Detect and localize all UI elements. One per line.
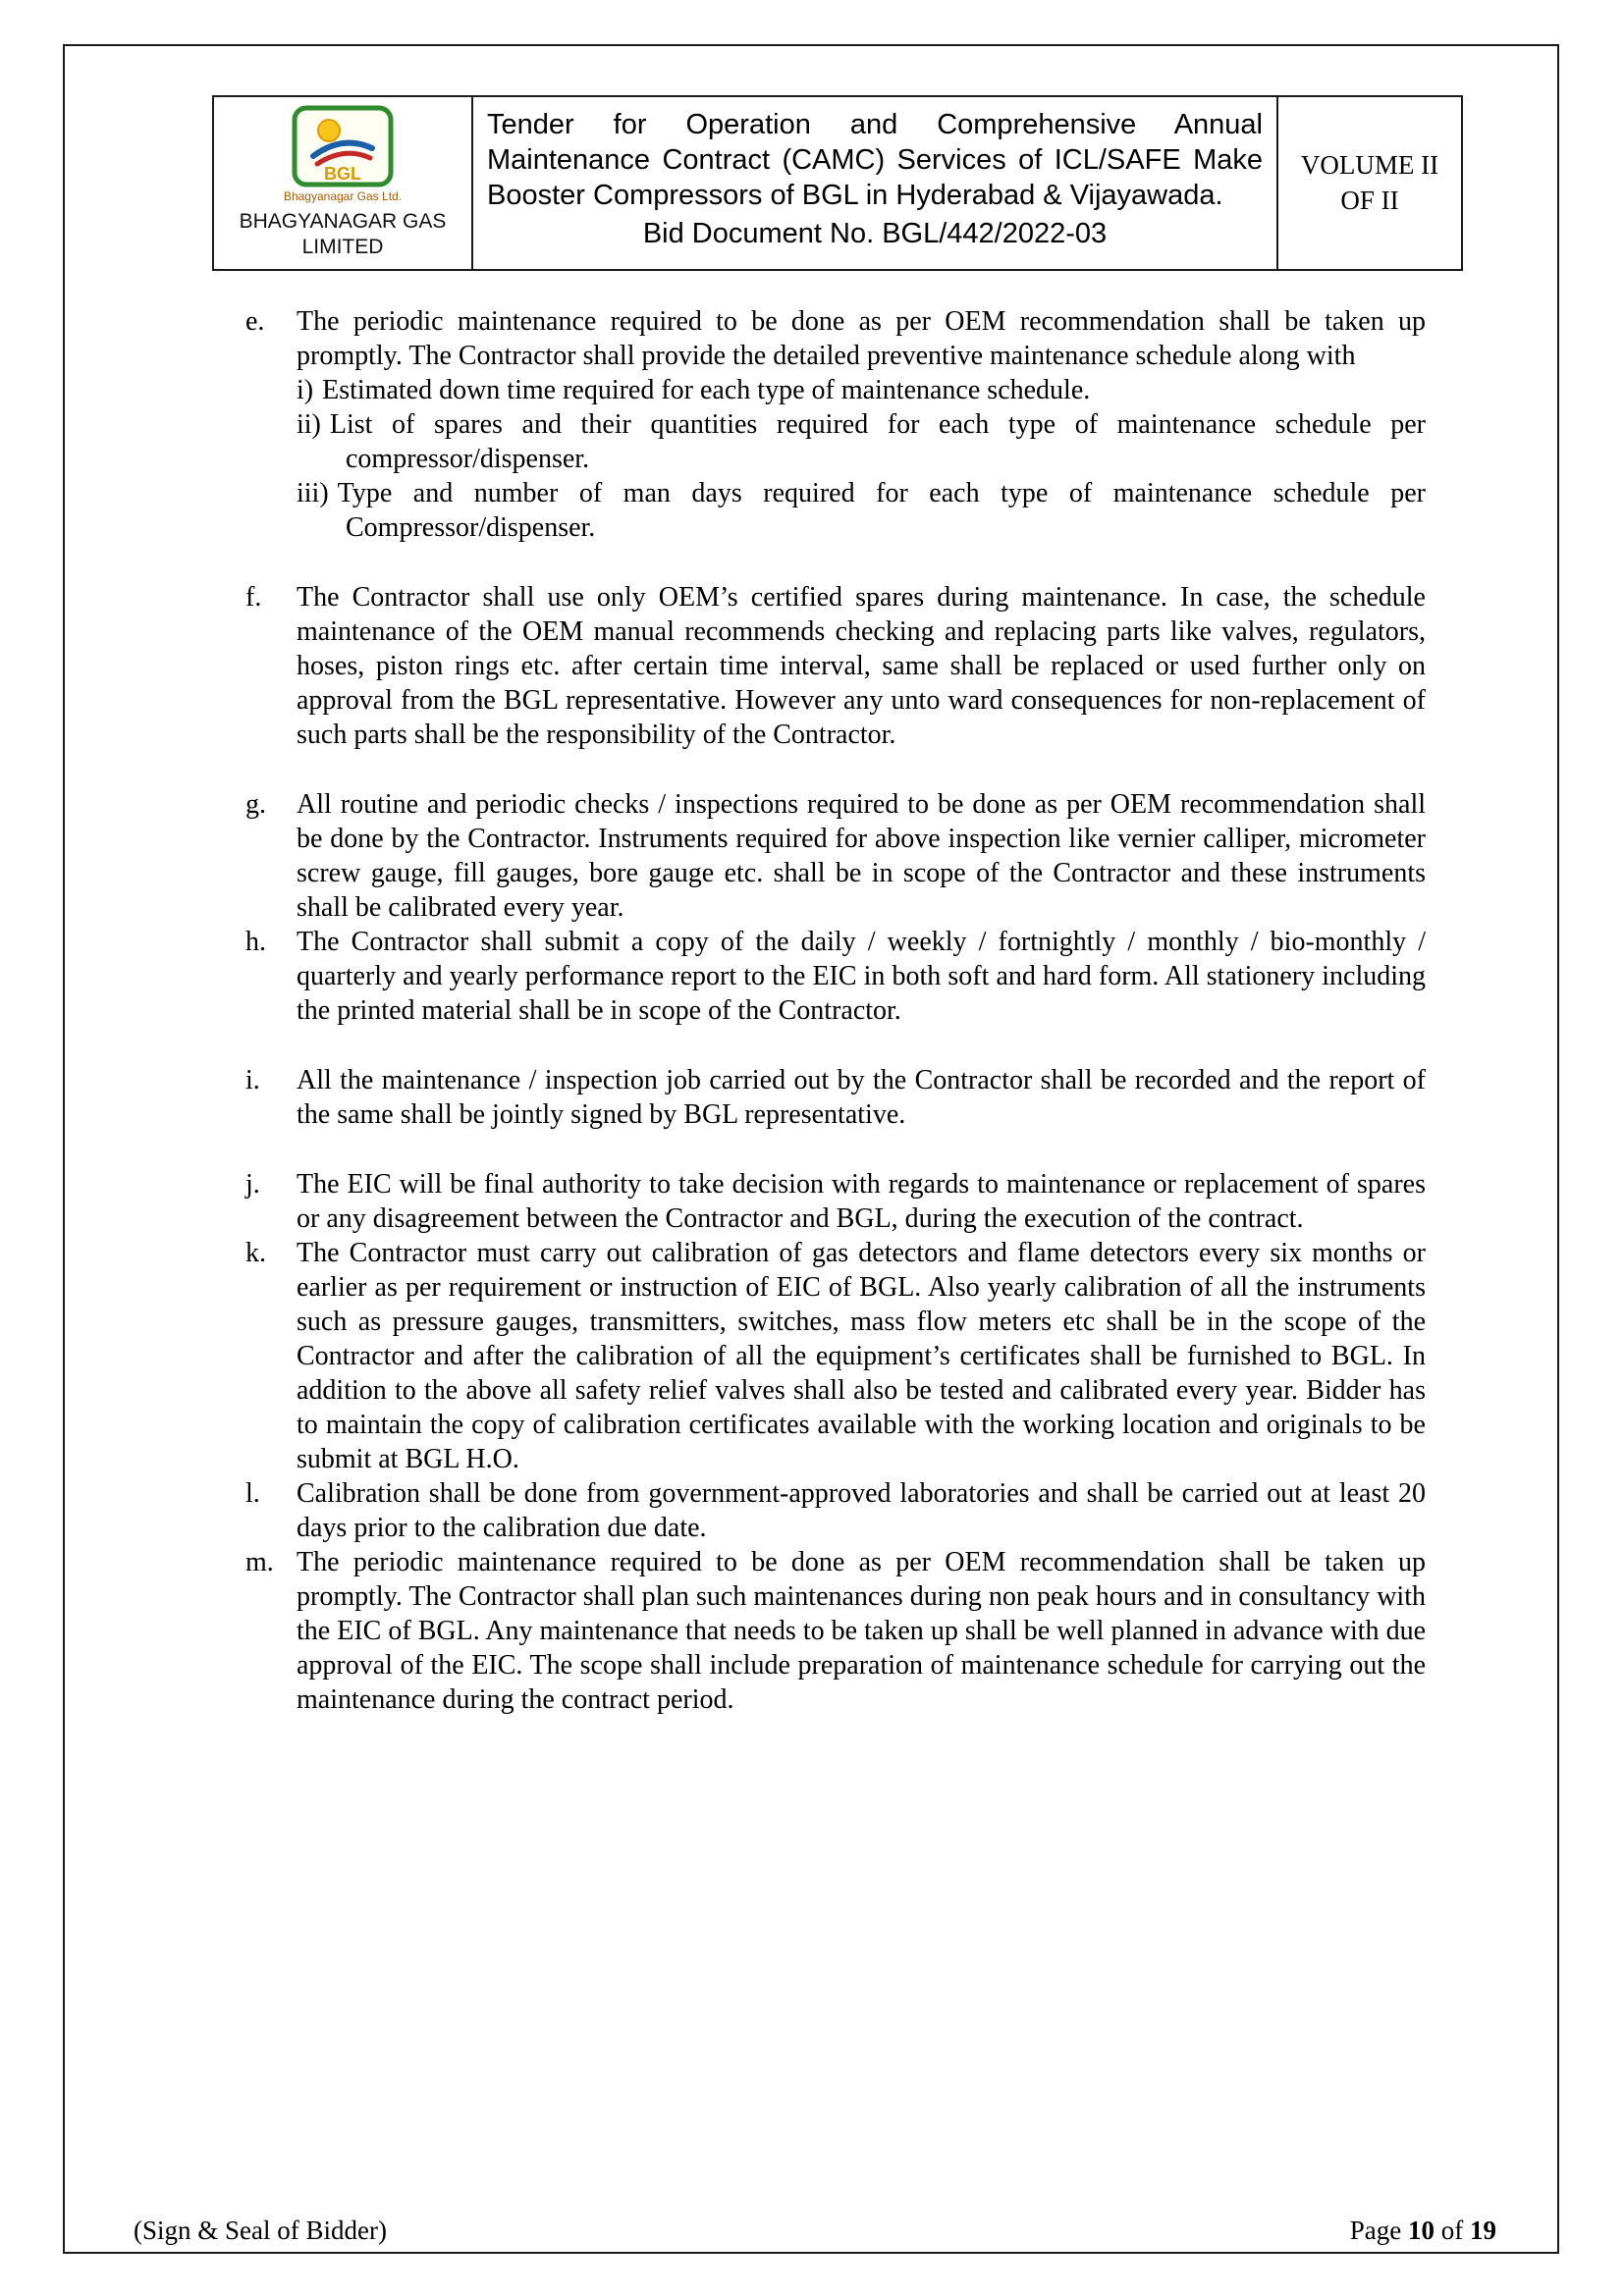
sub-list-item-label: ii): [297, 408, 321, 440]
list-item-text: The Contractor must carry out calibration of gas detectors and flame detectors every six months or earlier as per requirement or instruction of EIC of BGL. Also yearly calibration of all the instruments such as pressure gauges, transmitters, switches, mass flow meters etc shall be in the scope of the Contractor and after the calibration of all the equipment’s certificates shall be furnished to BGL. In addition to the above all safety relief valves shall also be tested and calibrated every year. Bidder has to maintain the copy of calibration certificates available with the working location and originals to be submit at BGL H.O.: [297, 1237, 1426, 1474]
title-cell: [471, 97, 1276, 269]
sub-list-item-label: i): [297, 374, 314, 405]
list-item-j: [245, 1167, 1426, 1236]
list-item-label: i.: [245, 1064, 260, 1095]
list-item-e: [245, 304, 1426, 545]
list-item-m: [245, 1545, 1426, 1717]
list-item-label: g.: [245, 788, 266, 820]
sub-list-item-text: List of spares and their quantities required for each type of maintenance schedule per compressor/dispenser.: [329, 408, 1426, 474]
list-item-text: The EIC will be final authority to take decision with regards to maintenance or replacement of spares or any disagreement between the Contractor and BGL, during the execution of the contract.: [297, 1168, 1426, 1234]
page-word: Page: [1349, 2216, 1402, 2245]
page-indicator: [1350, 2215, 1496, 2246]
list-item-g: [245, 787, 1426, 925]
list-item-text: Calibration shall be done from government-approved laboratories and shall be carried out at least 20 days prior to the calibration due date.: [297, 1477, 1426, 1543]
list-item-text: All routine and periodic checks / inspections required to be done as per OEM recommendation shall be done by the Contractor. Instruments required for above inspection like vernier calliper, micrometer screw gauge, fill gauges, bore gauge etc. shall be in scope of the Contractor and these instruments shall be calibrated every year.: [297, 788, 1426, 923]
logo-tagline: Bhagyanagar Gas Ltd.: [283, 189, 403, 203]
page-number: 10: [1408, 2216, 1435, 2245]
list-item-label: j.: [245, 1168, 260, 1200]
list-item-label: k.: [245, 1237, 266, 1268]
bgl-logo-icon: [292, 105, 394, 187]
sub-list-item-i: [297, 373, 1426, 407]
list-item-i: [245, 1063, 1426, 1132]
logo-cell: [214, 97, 471, 269]
sub-list-item-iii: [297, 476, 1426, 545]
list-item-label: l.: [245, 1477, 260, 1509]
list-item-f: [245, 580, 1426, 752]
page-footer: [134, 2215, 1496, 2246]
tender-title: Tender for Operation and Comprehensive Annual Maintenance Contract (CAMC) Services of ICL/SAFE Make Booster Compressors of BGL in Hyderabad & Vijayawada.: [487, 109, 1263, 211]
list-item-label: e.: [245, 305, 265, 337]
list-item-text: All the maintenance / inspection job carried out by the Contractor shall be recorded and the report of the same shall be jointly signed by BGL representative.: [297, 1064, 1426, 1130]
list-item-label: f.: [245, 581, 262, 613]
sub-list-item-ii: [297, 407, 1426, 476]
volume-cell: [1276, 97, 1461, 269]
list-item-text: The Contractor shall use only OEM’s certified spares during maintenance. In case, the schedule maintenance of the OEM manual recommends checking and replacing parts like valves, regulators, hoses, piston rings etc. after certain time interval, same shall be replaced or used further only on approval from the BGL representative. However any unto ward consequences for non-replacement of such parts shall be the responsibility of the Contractor.: [297, 581, 1426, 750]
list-item-text: The Contractor shall submit a copy of the daily / weekly / fortnightly / monthly / bio-monthly / quarterly and yearly performance report to the EIC in both soft and hard form. All stationery including the printed material shall be in scope of the Contractor.: [297, 926, 1426, 1026]
list-item-l: [245, 1476, 1426, 1545]
org-name: [240, 209, 447, 261]
list-item-label: m.: [245, 1546, 274, 1577]
list-item-h: [245, 925, 1426, 1028]
org-name-line2: LIMITED: [301, 236, 384, 259]
sub-list-item-text: Estimated down time required for each type of maintenance schedule.: [322, 374, 1091, 405]
page-border-frame: [63, 44, 1559, 2254]
footer-sign-label: (Sign & Seal of Bidder): [134, 2216, 387, 2245]
list-item-label: h.: [245, 926, 266, 957]
list-item-paragraph: The periodic maintenance required to be done as per OEM recommendation shall be taken up promptly. The Contractor shall provide the detailed preventive maintenance schedule along with: [297, 305, 1426, 371]
volume-line2: OF II: [1340, 186, 1399, 216]
of-word: of: [1440, 2216, 1464, 2245]
list-item-text: [297, 304, 1426, 545]
list-item-text: The periodic maintenance required to be done as per OEM recommendation shall be taken up promptly. The Contractor shall plan such maintenances during non peak hours and in consultancy with the EIC of BGL. Any maintenance that needs to be taken up shall be well planned in advance with due approval of the EIC. The scope shall include preparation of maintenance schedule for carrying out the maintenance during the contract period.: [297, 1546, 1426, 1715]
document-body: [245, 304, 1426, 1717]
sub-list-item-label: iii): [297, 477, 329, 508]
sub-list-item-text: Type and number of man days required for each type of maintenance schedule per Compressor/dispenser.: [337, 477, 1426, 543]
bid-document-number: Bid Document No. BGL/442/2022-03: [642, 218, 1108, 249]
header-table: [212, 95, 1463, 271]
list-item-k: [245, 1236, 1426, 1476]
org-name-line1: BHAGYANAGAR GAS: [239, 210, 447, 233]
svg-text:BGL: BGL: [324, 164, 361, 184]
total-pages: 19: [1470, 2216, 1496, 2245]
volume-line1: VOLUME II: [1300, 149, 1439, 180]
